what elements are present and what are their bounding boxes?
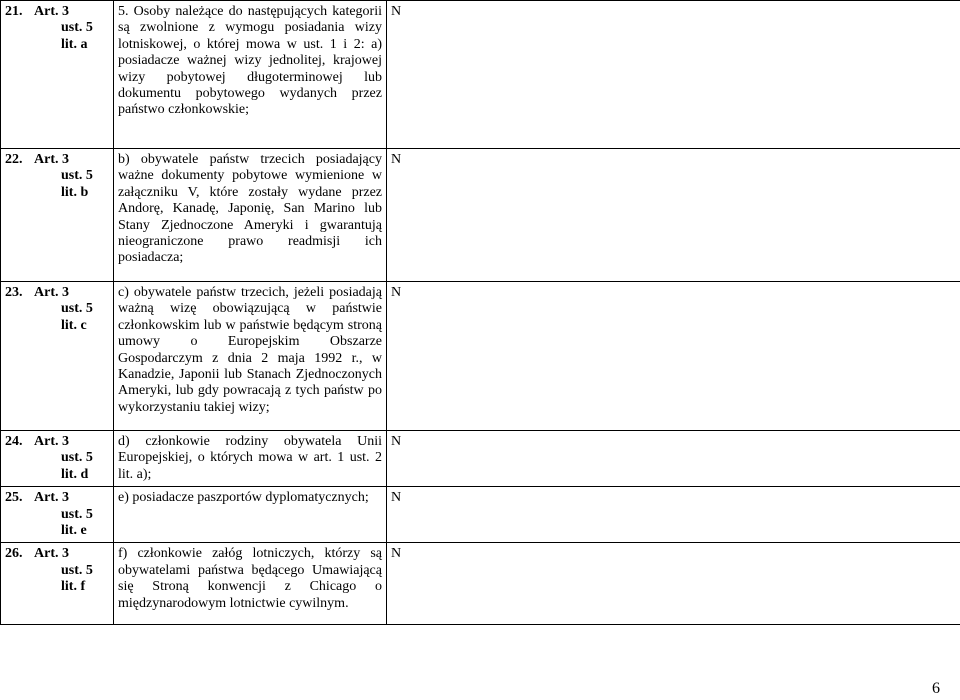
row-number: 21. xyxy=(5,4,23,19)
letter-ref: lit. c xyxy=(61,317,87,333)
transposition-flag: N xyxy=(387,1,960,149)
row-number: 24. xyxy=(5,434,23,449)
transposition-flag: N xyxy=(387,149,960,282)
table-row xyxy=(1,149,960,282)
article-ref: Art. 3 xyxy=(34,490,69,506)
paragraph-ref: ust. 5 xyxy=(61,301,93,317)
paragraph-ref: ust. 5 xyxy=(61,450,93,466)
article-ref: Art. 3 xyxy=(34,546,69,562)
transposition-flag: N xyxy=(387,282,960,431)
article-ref: Art. 3 xyxy=(34,285,69,300)
table-row xyxy=(1,1,960,149)
row-number: 22. xyxy=(5,152,23,167)
letter-ref: lit. a xyxy=(61,36,88,52)
transposition-flag: N xyxy=(387,487,960,543)
page-number: 6 xyxy=(932,680,940,697)
article-ref: Art. 3 xyxy=(34,434,69,449)
row-number: 23. xyxy=(5,285,23,300)
table-row xyxy=(1,543,960,625)
paragraph-ref: ust. 5 xyxy=(61,20,93,36)
provision-reference xyxy=(1,543,114,625)
article-ref: Art. 3 xyxy=(34,4,69,19)
provision-text: d) członkowie rodziny obywatela Unii Europejskiej, o których mowa w art. 1 ust. 2 lit. a); xyxy=(114,431,387,487)
letter-ref: lit. e xyxy=(61,523,87,539)
table-row xyxy=(1,431,960,487)
letter-ref: lit. d xyxy=(61,466,89,482)
table-row xyxy=(1,487,960,543)
table-row xyxy=(1,282,960,431)
provision-text: f) członkowie załóg lotniczych, którzy są obywatelami państwa będącego Umawiającą się Stroną konwencji z Chicago o międzynarodowym lotnictwie cywilnym. xyxy=(114,543,387,625)
provision-text: c) obywatele państw trzecich, jeżeli posiadają ważną wizę obowiązującą w państwie członkowskim lub w państwie będącym stroną umowy o Europejskim Obszarze Gospodarczym z dnia 2 maja 1992 r., w Kanadzie, Japonii lub Stanach Zjednoczonych Ameryki, lub gdy powracają z tych państw po wykorzystaniu takiej wizy; xyxy=(114,282,387,431)
provision-text: b) obywatele państw trzecich posiadający ważne dokumenty pobytowe wymienione w załączniku V, które zostały wydane przez Andorę, Kanadę, Japonię, San Marino lub Stany Zjednoczone Ameryki i gwarantują nieograniczone prawo readmisji ich posiadacza; xyxy=(114,149,387,282)
provision-reference xyxy=(1,282,114,431)
paragraph-ref: ust. 5 xyxy=(61,168,93,184)
provision-reference xyxy=(1,487,114,543)
row-number: 25. xyxy=(5,490,23,506)
provision-reference xyxy=(1,431,114,487)
provision-text: e) posiadacze paszportów dyplomatycznych; xyxy=(114,487,387,543)
article-ref: Art. 3 xyxy=(34,152,69,167)
transposition-flag: N xyxy=(387,543,960,625)
letter-ref: lit. f xyxy=(61,579,86,595)
letter-ref: lit. b xyxy=(61,184,89,200)
provision-reference xyxy=(1,1,114,149)
row-number: 26. xyxy=(5,546,23,562)
provision-text: 5. Osoby należące do następujących kategorii są zwolnione z wymogu posiadania wizy lotniskowej, o której mowa w ust. 1 i 2: a) posiadacze ważnej wizy jednolitej, krajowej wizy pobytowej długoterminowej lub dokumentu pobytowego wydanych przez państwo członkowskie; xyxy=(114,1,387,149)
paragraph-ref: ust. 5 xyxy=(61,562,93,578)
transposition-flag: N xyxy=(387,431,960,487)
provision-reference xyxy=(1,149,114,282)
paragraph-ref: ust. 5 xyxy=(61,506,93,522)
